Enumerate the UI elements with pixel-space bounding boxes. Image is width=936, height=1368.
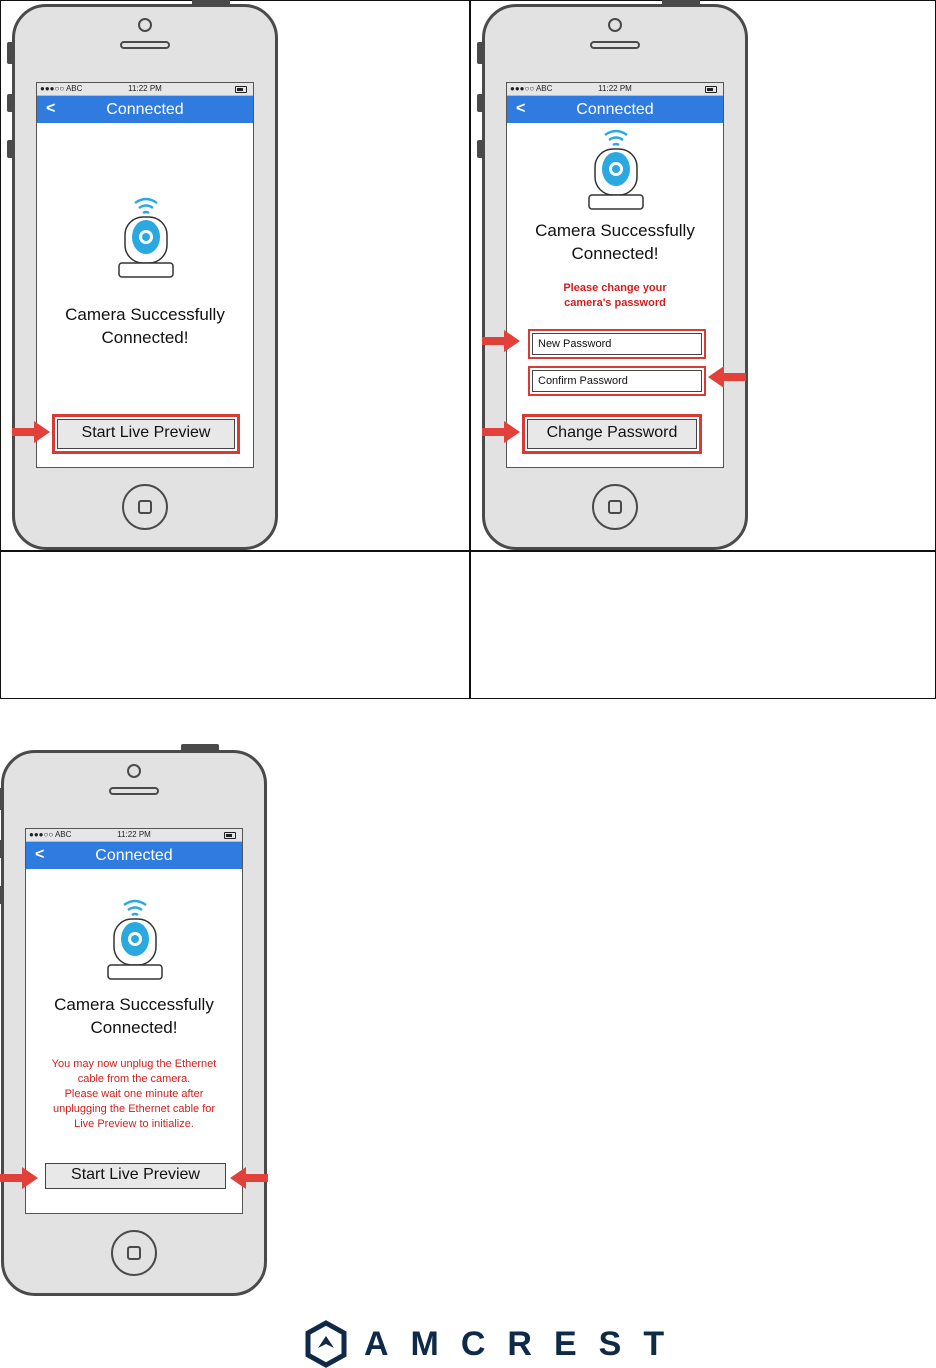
earpiece-speaker	[109, 787, 159, 795]
nav-bar	[37, 96, 253, 123]
status-time: 11:22 PM	[117, 830, 151, 839]
nav-title: Connected	[576, 101, 654, 118]
carrier-signal: ●●●○○ ABC	[29, 830, 72, 839]
battery-icon	[235, 86, 247, 93]
front-camera	[138, 18, 152, 32]
nav-bar	[507, 96, 723, 123]
phone-screen	[25, 828, 243, 1214]
start-live-preview-button[interactable]: Start Live Preview	[45, 1163, 226, 1189]
earpiece-speaker	[120, 41, 170, 49]
battery-icon	[705, 86, 717, 93]
status-bar	[507, 83, 723, 96]
success-heading-line2: Connected!	[101, 328, 189, 347]
red-arrow-right-icon	[0, 1167, 38, 1189]
change-password-notice-line1: Please change your	[563, 282, 667, 294]
amcrest-logo	[302, 1320, 687, 1368]
confirm-password-field[interactable]: Confirm Password	[532, 370, 702, 392]
ethernet-message-line4: unplugging the Ethernet cable for	[52, 1103, 216, 1115]
success-heading-line1: Camera Successfully	[54, 995, 214, 1014]
nav-title: Connected	[106, 101, 184, 118]
wifi-camera-icon	[115, 193, 177, 283]
phone-screen	[36, 82, 254, 468]
front-camera	[127, 764, 141, 778]
wifi-camera-icon	[585, 125, 647, 215]
status-bar	[37, 83, 253, 96]
nav-bar	[26, 842, 242, 869]
back-chevron-icon[interactable]: <	[516, 100, 526, 117]
red-arrow-left-icon	[708, 366, 746, 388]
table-divider-vertical	[469, 1, 471, 698]
front-camera	[608, 18, 622, 32]
battery-icon	[224, 832, 236, 839]
success-heading-line2: Connected!	[571, 244, 659, 263]
ethernet-message-line5: Live Preview to initialize.	[74, 1118, 194, 1130]
wifi-camera-icon	[104, 895, 166, 985]
home-button	[111, 1230, 157, 1276]
home-button	[122, 484, 168, 530]
status-time: 11:22 PM	[128, 84, 162, 93]
phone-mockup-2	[482, 4, 748, 550]
success-heading-line1: Camera Successfully	[65, 305, 225, 324]
red-arrow-right-icon	[12, 421, 50, 443]
success-heading-line1: Camera Successfully	[535, 221, 695, 240]
back-chevron-icon[interactable]: <	[46, 100, 56, 117]
back-chevron-icon[interactable]: <	[35, 846, 45, 863]
phone-mockup-3	[1, 750, 267, 1296]
phone-mockup-1	[12, 4, 278, 550]
red-arrow-right-icon	[482, 330, 520, 352]
phone-screen	[506, 82, 724, 468]
status-bar	[26, 829, 242, 842]
amcrest-hexagon-icon	[302, 1320, 350, 1368]
ethernet-message-line1: You may now unplug the Ethernet	[51, 1058, 217, 1070]
table-divider-horizontal	[1, 550, 935, 552]
earpiece-speaker	[590, 41, 640, 49]
red-arrow-left-icon	[230, 1167, 268, 1189]
home-button	[592, 484, 638, 530]
ethernet-message-line3: Please wait one minute after	[64, 1088, 204, 1100]
nav-title: Connected	[95, 847, 173, 864]
carrier-signal: ●●●○○ ABC	[510, 84, 553, 93]
red-arrow-right-icon	[482, 421, 520, 443]
home-square-icon	[608, 500, 622, 514]
carrier-signal: ●●●○○ ABC	[40, 84, 83, 93]
home-square-icon	[138, 500, 152, 514]
amcrest-wordmark: AMCREST	[364, 1325, 687, 1363]
ethernet-message-line2: cable from the camera.	[77, 1073, 191, 1085]
change-password-button[interactable]: Change Password	[527, 419, 697, 449]
start-live-preview-button[interactable]: Start Live Preview	[57, 419, 235, 449]
success-heading-line2: Connected!	[90, 1018, 178, 1037]
status-time: 11:22 PM	[598, 84, 632, 93]
home-square-icon	[127, 1246, 141, 1260]
change-password-notice-line2: camera's password	[564, 297, 666, 309]
new-password-field[interactable]: New Password	[532, 333, 702, 355]
